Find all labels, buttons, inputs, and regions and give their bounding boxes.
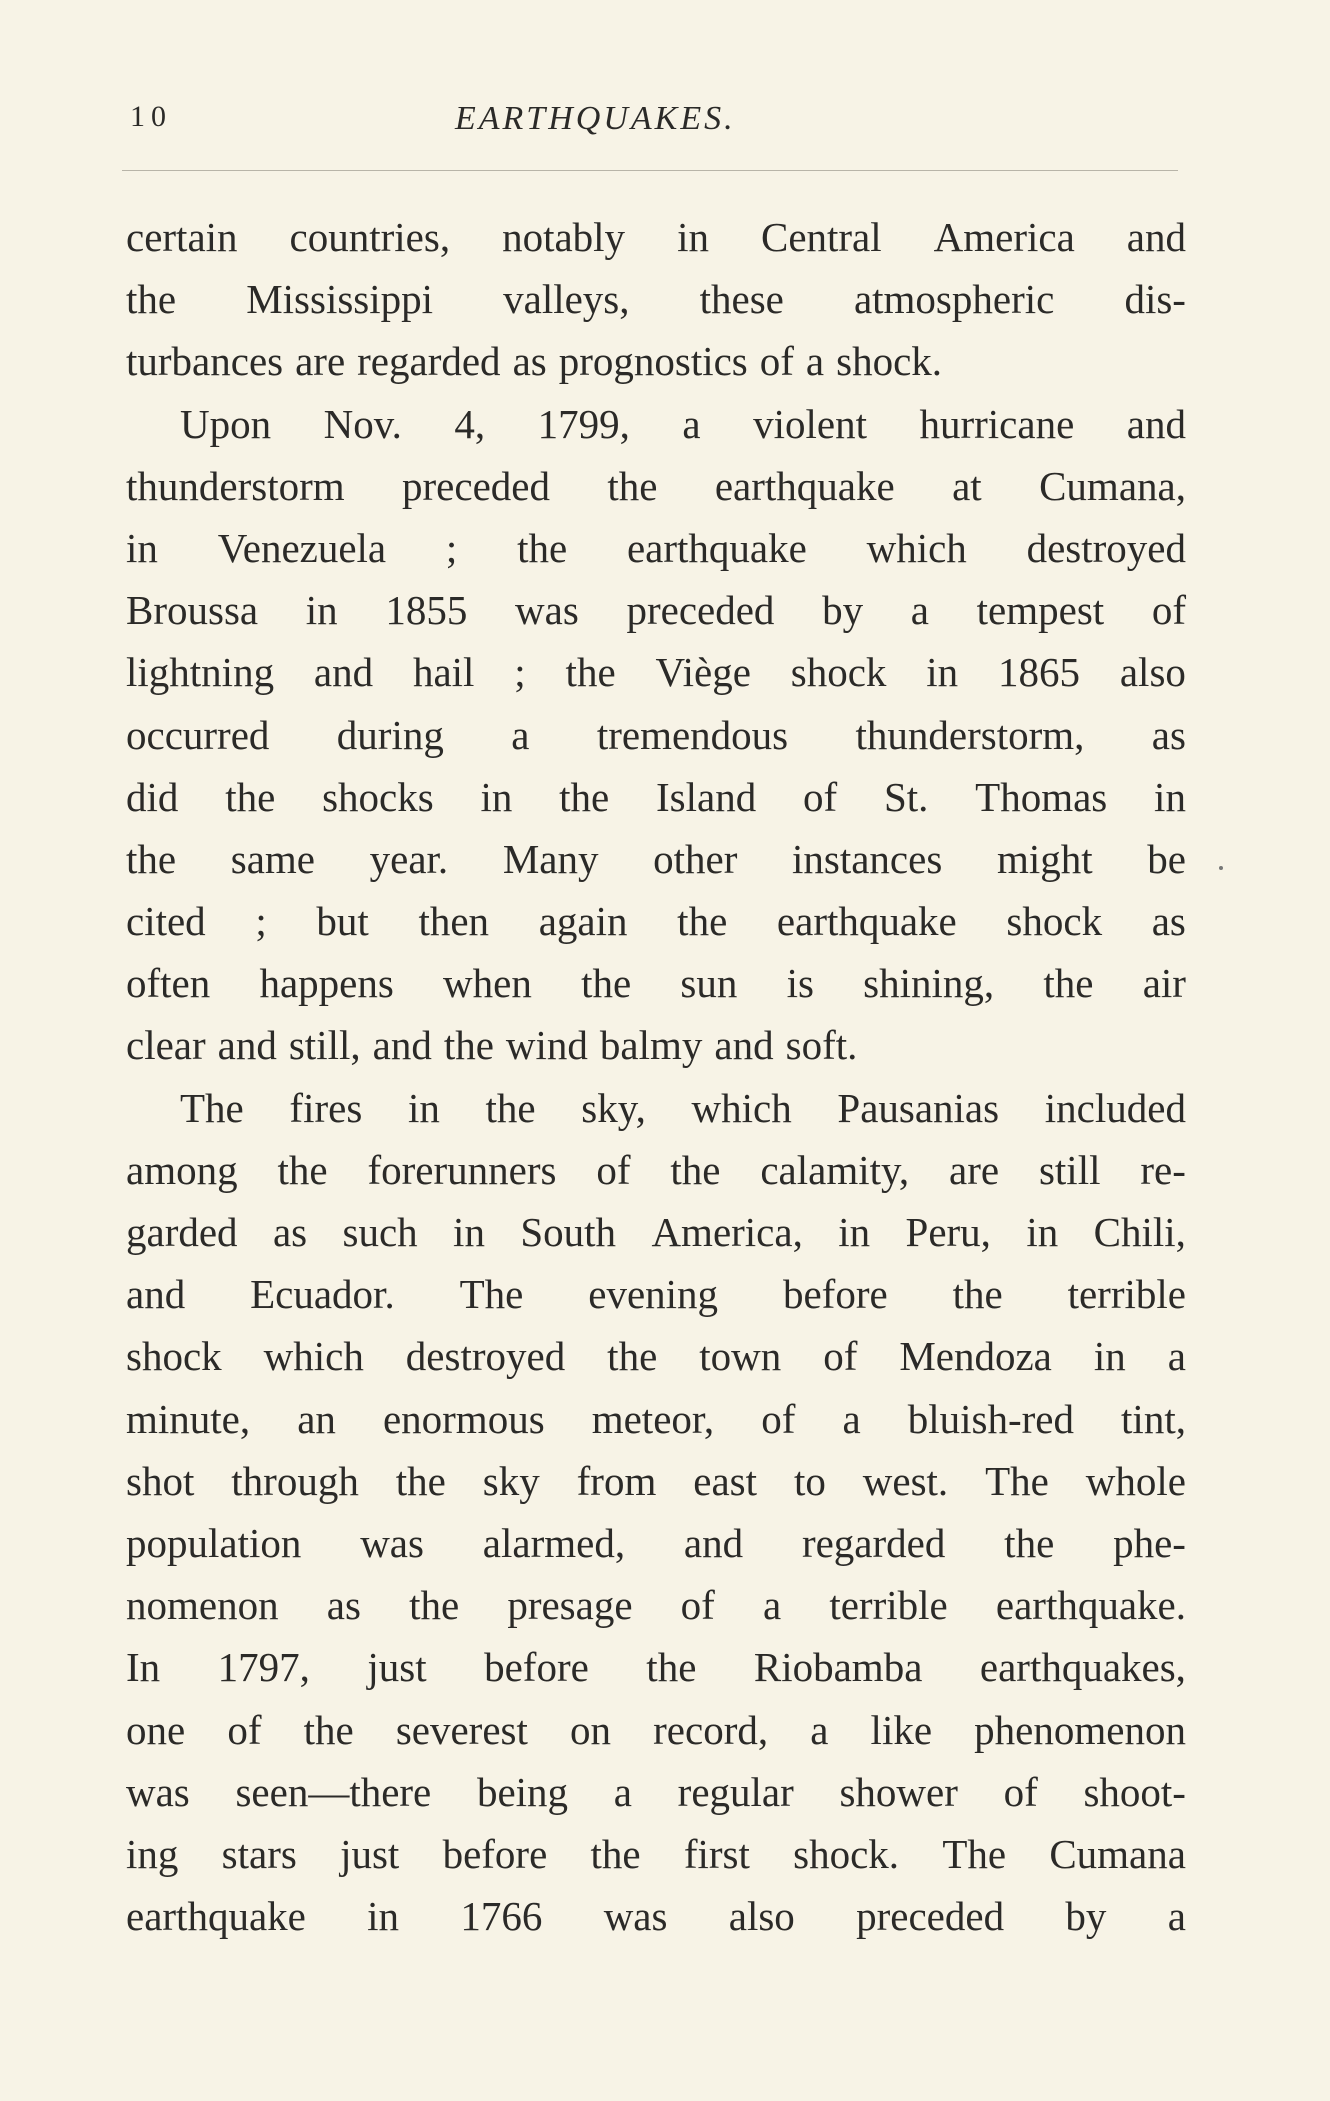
text-line: in Venezuela ; the earthquake which destroyed — [126, 524, 1186, 571]
text-line: cited ; but then again the earthquake shock as — [126, 898, 1186, 945]
text-line: shock which destroyed the town of Mendoza in a — [126, 1333, 1186, 1380]
text-line: and Ecuador. The evening before the terrible — [126, 1271, 1186, 1318]
text-line: population was alarmed, and regarded the phe- — [126, 1519, 1186, 1566]
stray-mark — [1219, 866, 1223, 870]
text-line: ing stars just before the first shock. The Cumana — [126, 1830, 1186, 1877]
text-line: garded as such in South America, in Peru, in Chili, — [126, 1209, 1186, 1255]
text-line: was seen—there being a regular shower of shoot- — [126, 1768, 1186, 1815]
running-head — [120, 100, 1180, 146]
text-line: certain countries, notably in Central America and — [126, 214, 1186, 260]
running-title: EARTHQUAKES. — [455, 100, 736, 137]
body-text — [126, 206, 1186, 1947]
text-line: Broussa in 1855 was preceded by a tempest of — [126, 587, 1186, 634]
text-line: did the shocks in the Island of St. Thomas in — [126, 773, 1186, 820]
text-line: thunderstorm preceded the earthquake at Cumana, — [126, 462, 1186, 509]
text-line: one of the severest on record, a like phenomenon — [126, 1706, 1186, 1753]
page-number: 10 — [130, 100, 172, 133]
text-line: nomenon as the presage of a terrible earthquake. — [126, 1582, 1186, 1629]
text-line: often happens when the sun is shining, the air — [126, 960, 1186, 1007]
text-line: occurred during a tremendous thunderstorm, as — [126, 711, 1186, 758]
text-line: lightning and hail ; the Viège shock in 1865 also — [126, 649, 1186, 696]
text-line: clear and still, and the wind balmy and soft. — [126, 1022, 858, 1069]
header-rule — [122, 170, 1178, 171]
text-line: the Mississippi valleys, these atmospheric dis- — [126, 276, 1186, 323]
text-line: The fires in the sky, which Pausanias included — [180, 1084, 1186, 1131]
text-line: the same year. Many other instances might be — [126, 835, 1186, 882]
text-line: among the forerunners of the calamity, are still re- — [126, 1146, 1186, 1193]
text-line: earthquake in 1766 was also preceded by a — [126, 1893, 1186, 1940]
text-line: shot through the sky from east to west. The whole — [126, 1457, 1186, 1504]
text-line: Upon Nov. 4, 1799, a violent hurricane and — [180, 400, 1186, 447]
text-line: minute, an enormous meteor, of a bluish-red tint, — [126, 1395, 1186, 1442]
text-line: turbances are regarded as prognostics of a shock. — [126, 338, 943, 385]
text-line: In 1797, just before the Riobamba earthquakes, — [126, 1644, 1186, 1691]
